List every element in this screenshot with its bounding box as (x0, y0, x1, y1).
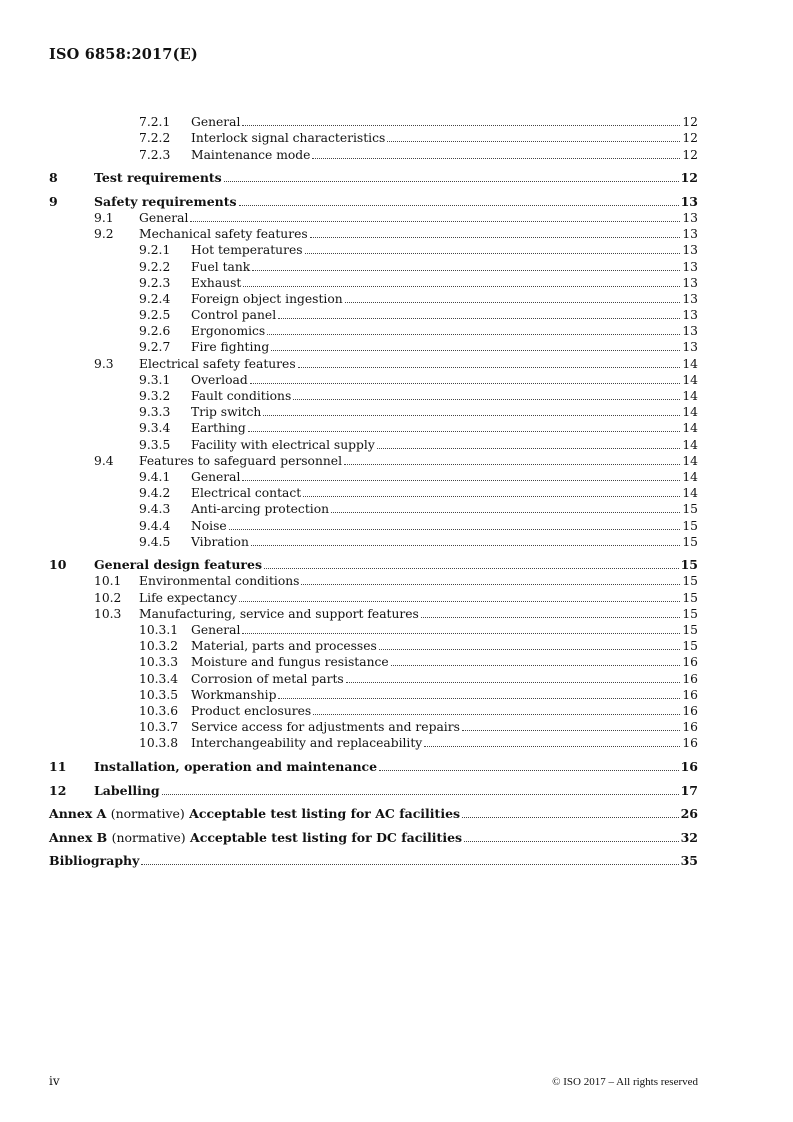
toc-entry-number: 9.4.5 (139, 534, 171, 549)
toc-entry-number: 9.4.2 (139, 486, 171, 501)
toc-entry-page: 14 (682, 372, 698, 387)
toc-entry-number: 9.2.7 (139, 340, 171, 355)
toc-entry-page: 16 (682, 687, 698, 702)
toc-dot-leader (264, 567, 679, 569)
toc-entry-number: 9 (49, 193, 58, 209)
toc-dot-leader (464, 840, 679, 842)
toc-entry-annex-qualifier: (normative) (110, 806, 185, 822)
toc-entry-page: 15 (682, 590, 698, 605)
toc-entry-page: 15 (682, 639, 698, 654)
toc-entry[interactable] (49, 735, 698, 751)
toc-entry[interactable] (49, 829, 698, 846)
toc-entry-page: 13 (682, 210, 698, 225)
toc-entry-number: 9.2.4 (139, 291, 171, 306)
toc-dot-leader (345, 301, 681, 303)
toc-entry[interactable] (49, 719, 698, 735)
toc-dot-leader (141, 863, 678, 865)
toc-entry-page: 12 (682, 147, 698, 162)
toc-entry[interactable] (49, 146, 698, 162)
toc-entry-number: 9.2.5 (139, 308, 171, 323)
toc-entry[interactable] (49, 638, 698, 654)
toc-entry[interactable] (49, 307, 698, 323)
toc-entry-page: 13 (682, 340, 698, 355)
toc-dot-leader (229, 528, 681, 530)
toc-entry-title: Overload (191, 372, 248, 387)
toc-entry-title: Moisture and fungus resistance (191, 655, 389, 670)
toc-dot-leader (250, 382, 681, 384)
toc-entry-number: 9.2.6 (139, 324, 171, 339)
toc-entry-page: 12 (682, 115, 698, 130)
toc-entry[interactable] (49, 805, 698, 822)
toc-dot-leader (303, 495, 680, 497)
toc-entry-title: General (191, 115, 241, 130)
toc-entry-number: 11 (49, 758, 67, 774)
toc-entry-title: Anti-arcing protection (191, 502, 330, 517)
toc-entry-title: Fire fighting (191, 340, 270, 355)
toc-dot-leader (239, 600, 680, 602)
toc-entry[interactable] (49, 420, 698, 436)
toc-entry[interactable] (49, 589, 698, 605)
toc-entry-page: 15 (682, 623, 698, 638)
toc-entry-title: Bibliography (49, 853, 140, 869)
copyright-notice: © ISO 2017 – All rights reserved (552, 1076, 698, 1088)
toc-entry-number: 10.3 (94, 606, 122, 621)
toc-entry-page: 17 (680, 782, 698, 798)
toc-dot-leader (387, 140, 680, 142)
toc-entry-title: Noise (191, 518, 227, 533)
toc-dot-leader (344, 463, 680, 465)
toc-entry-number: 9.2 (94, 227, 114, 242)
toc-entry[interactable] (49, 193, 698, 210)
toc-entry-number: 9.2.1 (139, 243, 171, 258)
toc-entry-title: Environmental conditions (139, 574, 300, 589)
toc-entry-number: 10.1 (94, 574, 122, 589)
toc-dot-leader (242, 479, 680, 481)
toc-entry-number: 9.4 (94, 453, 114, 468)
toc-entry-title: Facility with electrical supply (191, 437, 375, 452)
toc-entry-page: 16 (682, 671, 698, 686)
toc-entry-number: 9.2.2 (139, 259, 171, 274)
toc-dot-leader (298, 366, 681, 368)
toc-entry-number: 9.3.4 (139, 421, 171, 436)
toc-entry-title: Ergonomics (191, 324, 266, 339)
toc-entry[interactable] (49, 226, 698, 242)
toc-dot-leader (248, 430, 681, 432)
toc-entry-title: Electrical safety features (139, 356, 296, 371)
toc-entry[interactable] (49, 782, 698, 799)
toc-dot-leader (239, 204, 679, 206)
toc-entry-number: 9.4.3 (139, 502, 171, 517)
toc-entry[interactable] (49, 355, 698, 371)
toc-dot-leader (271, 349, 680, 351)
toc-entry-number: 9.3.3 (139, 405, 171, 420)
toc-entry-page: 16 (680, 758, 698, 774)
toc-dot-leader (421, 616, 680, 618)
toc-entry-page: 15 (682, 606, 698, 621)
toc-entry[interactable] (49, 210, 698, 226)
toc-entry[interactable] (49, 517, 698, 533)
toc-entry-title: Trip switch (191, 405, 262, 420)
toc-entry-annex-label: Annex A (49, 806, 107, 822)
toc-dot-leader (462, 816, 679, 818)
toc-dot-leader (293, 398, 680, 400)
toc-entry[interactable] (49, 703, 698, 719)
toc-entry-title: Vibration (191, 534, 249, 549)
toc-entry-page: 14 (682, 405, 698, 420)
toc-entry-number: 10.3.7 (139, 720, 179, 735)
toc-entry-title: Interlock signal characteristics (191, 131, 386, 146)
toc-entry-title: Fuel tank (191, 259, 251, 274)
page-number: iv (49, 1074, 60, 1088)
toc-entry-page: 16 (682, 703, 698, 718)
toc-entry-page: 13 (682, 227, 698, 242)
toc-entry-title: Service access for adjustments and repairs (191, 720, 460, 735)
toc-entry-title: Maintenance mode (191, 147, 311, 162)
toc-entry-page: 35 (680, 853, 698, 869)
toc-entry[interactable] (49, 687, 698, 703)
toc-dot-leader (224, 180, 679, 182)
toc-dot-leader (379, 769, 678, 771)
toc-entry[interactable] (49, 275, 698, 291)
toc-entry-number: 9.4.1 (139, 469, 171, 484)
toc-dot-leader (278, 317, 680, 319)
toc-entry-page: 15 (682, 502, 698, 517)
table-of-contents (49, 114, 698, 869)
toc-entry[interactable] (49, 258, 698, 274)
toc-entry-page: 26 (680, 806, 698, 822)
toc-entry-title: Features to safeguard personnel (139, 453, 343, 468)
toc-entry-page: 32 (680, 829, 698, 845)
toc-dot-leader (162, 793, 679, 795)
toc-entry-number: 9.1 (94, 210, 114, 225)
toc-entry-title: Product enclosures (191, 703, 312, 718)
toc-entry-title: Safety requirements (94, 193, 237, 209)
toc-entry-number: 10.3.2 (139, 639, 179, 654)
toc-entry[interactable] (49, 501, 698, 517)
toc-entry-page: 13 (680, 193, 698, 209)
toc-entry-title: Manufacturing, service and support features (139, 606, 419, 621)
toc-entry-number: 10.3.6 (139, 703, 179, 718)
toc-dot-leader (391, 664, 681, 666)
toc-entry-title: Earthing (191, 421, 246, 436)
toc-entry-number: 10.2 (94, 590, 122, 605)
toc-entry-title: Test requirements (94, 170, 222, 186)
toc-entry-title: Hot temperatures (191, 243, 303, 258)
toc-entry[interactable] (49, 130, 698, 146)
toc-entry-number: 9.4.4 (139, 518, 171, 533)
toc-entry-page: 15 (682, 534, 698, 549)
toc-entry[interactable] (49, 339, 698, 355)
toc-entry-number: 7.2.1 (139, 115, 171, 130)
toc-entry-page: 14 (682, 437, 698, 452)
toc-entry-annex-qualifier: (normative) (111, 829, 186, 845)
toc-entry[interactable] (49, 622, 698, 638)
toc-entry-title: Control panel (191, 308, 277, 323)
toc-entry-title: Acceptable test listing for DC facilities (190, 829, 463, 845)
toc-entry-number: 10 (49, 557, 67, 573)
toc-entry-page: 14 (682, 486, 698, 501)
toc-entry[interactable] (49, 323, 698, 339)
toc-entry-page: 12 (680, 170, 698, 186)
toc-entry-title: Life expectancy (139, 590, 238, 605)
toc-entry-page: 15 (682, 574, 698, 589)
toc-dot-leader (346, 681, 681, 683)
toc-entry-page: 14 (682, 453, 698, 468)
toc-entry-page: 16 (682, 736, 698, 751)
toc-dot-leader (190, 220, 680, 222)
toc-entry[interactable] (49, 534, 698, 550)
toc-dot-leader (251, 544, 680, 546)
toc-dot-leader (424, 745, 680, 747)
toc-entry-title: Exhaust (191, 275, 242, 290)
toc-entry-number: 9.3.5 (139, 437, 171, 452)
toc-entry-page: 13 (682, 308, 698, 323)
toc-entry-title: General (191, 469, 241, 484)
toc-dot-leader (331, 511, 680, 513)
toc-entry-number: 10.3.8 (139, 736, 179, 751)
toc-entry[interactable] (49, 556, 698, 573)
toc-entry[interactable] (49, 758, 698, 775)
toc-entry-page: 13 (682, 291, 698, 306)
toc-entry-number: 12 (49, 782, 67, 798)
toc-dot-leader (462, 729, 680, 731)
toc-entry[interactable] (49, 453, 698, 469)
toc-entry-page: 16 (682, 655, 698, 670)
toc-entry[interactable] (49, 436, 698, 452)
toc-entry-title: Acceptable test listing for AC facilities (189, 806, 461, 822)
toc-dot-leader (301, 583, 680, 585)
toc-dot-leader (278, 697, 680, 699)
toc-entry-title: Installation, operation and maintenance (94, 758, 378, 774)
toc-entry-title: Material, parts and processes (191, 639, 377, 654)
toc-entry-title: Foreign object ingestion (191, 291, 343, 306)
toc-entry[interactable] (49, 372, 698, 388)
toc-dot-leader (243, 285, 680, 287)
toc-entry-title: Electrical contact (191, 486, 302, 501)
toc-entry[interactable] (49, 485, 698, 501)
toc-dot-leader (305, 252, 681, 254)
toc-entry-page: 13 (682, 243, 698, 258)
toc-entry-number: 10.3.5 (139, 687, 179, 702)
toc-entry[interactable] (49, 606, 698, 622)
toc-entry-title: Interchangeability and replaceability (191, 736, 423, 751)
toc-entry-number: 7.2.3 (139, 147, 171, 162)
toc-entry-page: 15 (682, 518, 698, 533)
toc-entry-number: 10.3.1 (139, 623, 179, 638)
toc-entry-page: 13 (682, 324, 698, 339)
toc-entry-annex-label: Annex B (49, 829, 108, 845)
toc-entry-page: 13 (682, 275, 698, 290)
toc-entry-title: General (139, 210, 189, 225)
toc-dot-leader (377, 447, 681, 449)
toc-entry-number: 9.3.1 (139, 372, 171, 387)
toc-entry[interactable] (49, 654, 698, 670)
toc-dot-leader (312, 157, 680, 159)
toc-entry-number: 8 (49, 170, 58, 186)
toc-entry-title: Corrosion of metal parts (191, 671, 344, 686)
toc-entry[interactable] (49, 469, 698, 485)
document-id-header: ISO 6858:2017(E) (49, 46, 198, 63)
toc-entry[interactable] (49, 573, 698, 589)
toc-entry-title: General design features (94, 557, 262, 573)
toc-entry-title: Mechanical safety features (139, 227, 308, 242)
toc-entry-page: 14 (682, 389, 698, 403)
toc-entry[interactable] (49, 852, 698, 869)
toc-dot-leader (263, 414, 680, 416)
toc-dot-leader (310, 236, 681, 238)
toc-entry[interactable] (49, 291, 698, 307)
toc-entry-number: 10.3.3 (139, 655, 179, 670)
toc-entry-page: 14 (682, 421, 698, 436)
toc-entry-number: 9.3.2 (139, 389, 171, 403)
toc-entry-title: Labelling (94, 782, 160, 798)
toc-entry-page: 12 (682, 131, 698, 146)
toc-dot-leader (267, 333, 680, 335)
toc-entry-number: 9.2.3 (139, 275, 171, 290)
toc-entry-page: 13 (682, 259, 698, 274)
toc-entry-number: 9.3 (94, 356, 114, 371)
toc-entry-title: Workmanship (191, 687, 277, 702)
toc-entry[interactable] (49, 670, 698, 686)
toc-dot-leader (242, 124, 680, 126)
toc-dot-leader (313, 713, 680, 715)
toc-entry-title: General (191, 623, 241, 638)
toc-entry[interactable] (49, 388, 698, 404)
toc-entry-page: 14 (682, 356, 698, 371)
toc-entry-title: Fault conditions (191, 389, 292, 403)
toc-entry-number: 7.2.2 (139, 131, 171, 146)
toc-entry[interactable] (49, 169, 698, 186)
toc-entry[interactable] (49, 242, 698, 258)
toc-dot-leader (242, 632, 680, 634)
toc-entry[interactable] (49, 404, 698, 420)
toc-dot-leader (252, 269, 680, 271)
toc-entry-page: 16 (682, 720, 698, 735)
page-footer (49, 1074, 698, 1088)
toc-entry[interactable] (49, 114, 698, 130)
toc-entry-number: 10.3.4 (139, 671, 179, 686)
toc-entry-page: 15 (680, 557, 698, 573)
toc-entry-page: 14 (682, 469, 698, 484)
toc-dot-leader (379, 648, 681, 650)
